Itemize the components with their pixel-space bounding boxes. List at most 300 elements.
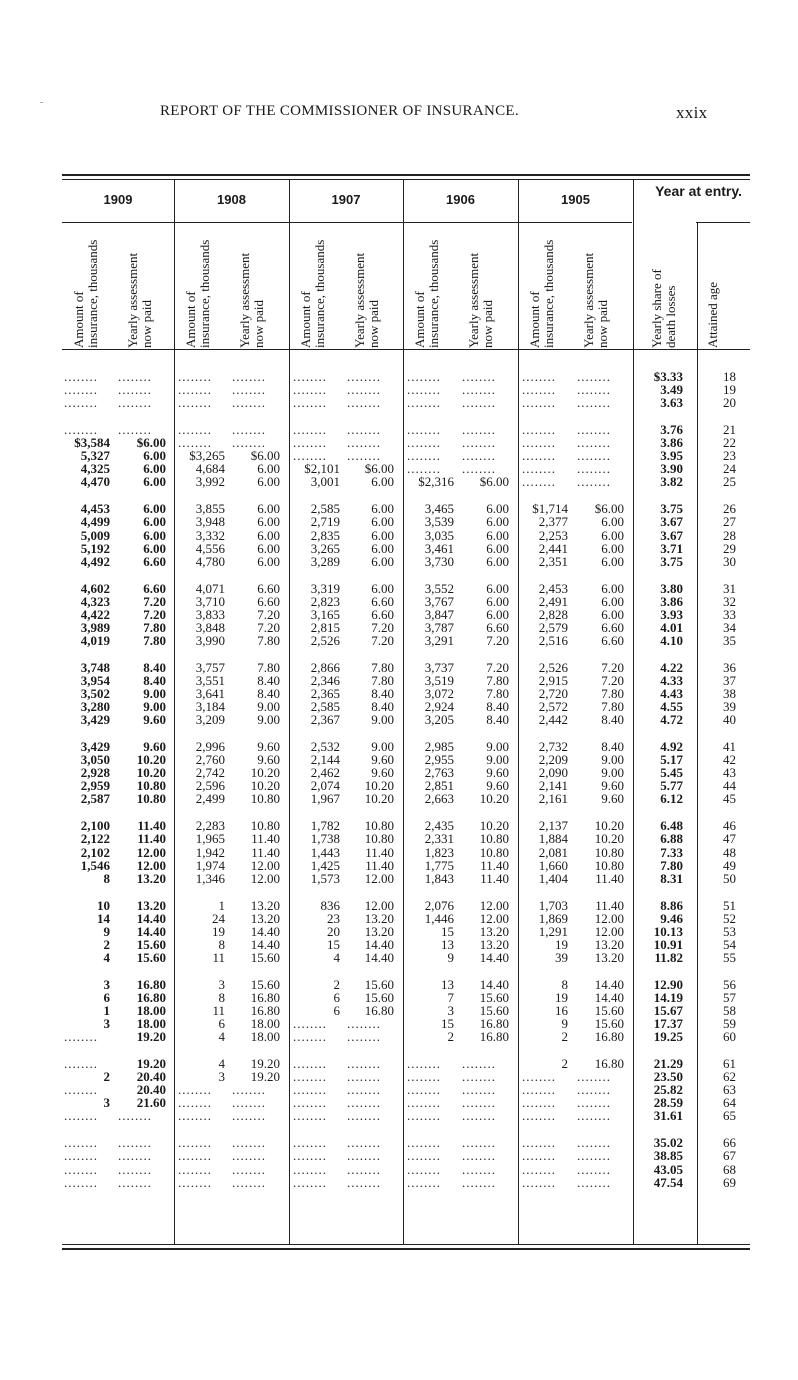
age-cell: 66 <box>723 1135 736 1151</box>
amount-cell: 1,775 <box>424 857 454 873</box>
assessment-cell: 10.80 <box>250 791 280 807</box>
assessment-cell: 13.20 <box>594 936 624 952</box>
assessment-cell: 12.00 <box>479 897 509 913</box>
amount-cell: 3,847 <box>424 606 454 622</box>
year-1908: 1908 <box>217 192 246 207</box>
assessment-cell: 10.80 <box>364 831 394 847</box>
leader-dots: ........ <box>407 395 441 411</box>
share-cell: 4.92 <box>660 739 683 755</box>
assessment-cell: 19.20 <box>250 1056 280 1072</box>
assessment-cell: 9.00 <box>371 712 394 728</box>
amount-cell: 2,663 <box>424 791 454 807</box>
leader-dots: ........ <box>64 369 98 384</box>
assessment-cell: 10.80 <box>479 831 509 847</box>
assessment-cell: 7.20 <box>257 606 280 622</box>
leader-dots: ........ <box>293 435 327 451</box>
leader-dots: ........ <box>462 1161 496 1177</box>
assessment-cell: 11.40 <box>137 831 166 847</box>
leader-dots: ........ <box>178 1174 212 1190</box>
amount-cell: 5,327 <box>80 448 110 464</box>
amount-cell: 11 <box>212 949 225 965</box>
amount-cell: 1,573 <box>310 870 340 886</box>
assessment-cell: 8.40 <box>371 686 394 701</box>
amount-cell: 2,346 <box>310 672 340 688</box>
assessment-cell: 6.00 <box>601 514 624 530</box>
leader-dots: ........ <box>462 435 496 451</box>
assessment-cell: 6.60 <box>257 580 280 596</box>
assessment-cell: 12.00 <box>136 857 166 873</box>
age-cell: 49 <box>723 857 736 873</box>
assessment-cell: 7.80 <box>257 632 280 648</box>
leader-dots: ........ <box>347 1148 381 1164</box>
leader-dots: ........ <box>293 1082 327 1098</box>
leader-dots: ........ <box>118 395 152 411</box>
leader-dots: ........ <box>462 1069 496 1085</box>
amount-cell: 1,942 <box>195 844 225 860</box>
assessment-cell: 8.40 <box>601 712 624 728</box>
leader-dots: ........ <box>522 1082 556 1098</box>
assessment-cell: 6.00 <box>143 540 166 556</box>
amount-cell: 3,855 <box>195 501 225 517</box>
amount-cell: 3,748 <box>80 659 110 675</box>
amount-cell: 15 <box>441 1016 454 1032</box>
leader-dots: ........ <box>293 1135 327 1151</box>
share-cell: 3.67 <box>660 514 683 530</box>
assessment-cell: 6.00 <box>371 580 394 596</box>
age-cell: 38 <box>723 686 736 701</box>
leader-dots: ........ <box>64 1108 98 1124</box>
assessment-cell: 10.20 <box>479 818 509 834</box>
amount-cell: 19 <box>555 989 568 1005</box>
leader-dots: ........ <box>522 422 556 438</box>
assessment-cell: 12.00 <box>250 870 280 886</box>
assessment-cell: 15.60 <box>364 976 394 992</box>
assessment-cell: 14.40 <box>594 989 624 1005</box>
amount-cell: 2,283 <box>195 818 225 834</box>
assessment-cell: 10.80 <box>594 844 624 860</box>
amount-cell: 2,585 <box>310 699 340 715</box>
amount-cell: 1,869 <box>538 910 568 926</box>
leader-dots: ........ <box>178 1161 212 1177</box>
assessment-cell: 11.40 <box>365 857 394 873</box>
leader-dots: ........ <box>64 1029 98 1045</box>
leader-dots: ........ <box>347 1016 381 1032</box>
age-cell: 31 <box>723 580 736 596</box>
amount-cell: 2,365 <box>310 686 340 701</box>
leader-dots: ........ <box>178 1148 212 1164</box>
assessment-cell: 7.80 <box>486 686 509 701</box>
assessment-cell: 6.00 <box>143 501 166 517</box>
share-cell: 4.72 <box>660 712 683 728</box>
amount-cell: 2,828 <box>538 606 568 622</box>
amount-cell: 4,780 <box>195 553 225 569</box>
assessment-header-text: Yearly assessment now paid <box>581 252 610 348</box>
leader-dots: ........ <box>407 448 441 464</box>
leader-dots: ........ <box>577 474 611 490</box>
leader-dots: ........ <box>293 1016 327 1032</box>
amount-cell: 4,325 <box>80 461 110 477</box>
age-cell: 63 <box>723 1082 736 1098</box>
assessment-cell: 16.80 <box>479 1016 509 1032</box>
amount-cell: 39 <box>555 949 568 965</box>
assessment-cell: 9.60 <box>601 791 624 807</box>
age-cell: 23 <box>723 448 736 464</box>
leader-dots: ........ <box>462 1174 496 1190</box>
share-cell: 6.88 <box>660 831 683 847</box>
assessment-cell: 10.80 <box>136 778 166 794</box>
assessment-cell: $6.00 <box>594 501 624 517</box>
year-1909: 1909 <box>103 192 133 207</box>
page-title: REPORT OF THE COMMISSIONER OF INSURANCE. <box>160 103 519 119</box>
amount-cell: 3,209 <box>195 712 225 728</box>
amount-cell: 3 <box>447 1003 454 1018</box>
leader-dots: ........ <box>577 1161 611 1177</box>
amount-cell: 2,719 <box>310 514 340 530</box>
assessment-cell: 7.20 <box>601 672 624 688</box>
assessment-cell: 12.00 <box>136 844 166 860</box>
amount-cell: 3,757 <box>195 659 225 675</box>
amount-cell: 2,453 <box>538 580 568 596</box>
bottom-rule-thin <box>62 1244 750 1245</box>
assessment-cell: 7.80 <box>601 686 624 701</box>
amount-cell: 2,587 <box>80 791 110 807</box>
age-header-text: Attained age <box>705 281 720 348</box>
assessment-cell: 6.00 <box>486 606 509 622</box>
assessment-cell: 16.80 <box>594 1056 624 1072</box>
leader-dots: ........ <box>522 1135 556 1151</box>
amount-header-text: Amount of insurance, thousands <box>527 239 556 348</box>
amount-cell: 1,974 <box>195 857 225 873</box>
share-cell: 4.43 <box>660 686 683 701</box>
amount-cell: 2,367 <box>310 712 340 728</box>
assessment-cell: 10.20 <box>364 791 394 807</box>
amount-cell: 10 <box>97 897 110 913</box>
assessment-cell: 14.40 <box>250 936 280 952</box>
amount-cell: 20 <box>327 923 340 939</box>
year-at-entry-header: Year at entry. <box>655 183 742 199</box>
assessment-cell: 11.40 <box>595 870 624 886</box>
amount-cell: 3,989 <box>80 619 110 635</box>
assessment-cell: 15.60 <box>136 936 166 952</box>
leader-dots: ........ <box>522 1161 556 1177</box>
leader-dots: ........ <box>577 448 611 464</box>
age-cell: 69 <box>723 1174 736 1190</box>
share-cell: 9.46 <box>660 910 683 926</box>
age-cell: 57 <box>723 989 736 1005</box>
age-cell: 56 <box>723 976 736 992</box>
assessment-cell: 10.80 <box>479 844 509 860</box>
amount-cell: 2,081 <box>538 844 568 860</box>
share-cell: 3.76 <box>660 422 683 438</box>
leader-dots: ........ <box>577 1135 611 1151</box>
amount-cell: 2 <box>561 1029 568 1045</box>
leader-dots: ........ <box>577 1082 611 1098</box>
leader-dots: ........ <box>522 1108 556 1124</box>
share-cell: 31.61 <box>653 1108 683 1124</box>
top-rule-thin <box>62 179 750 180</box>
age-cell: 59 <box>723 1016 736 1032</box>
age-cell: 52 <box>723 910 736 926</box>
amount-cell: 5,009 <box>80 527 110 543</box>
amount-cell: 6 <box>103 989 110 1005</box>
share-cell: 3.82 <box>660 474 683 490</box>
leader-dots: ........ <box>407 1148 441 1164</box>
leader-dots: ........ <box>347 448 381 464</box>
assessment-cell: 19.20 <box>136 1056 166 1072</box>
amount-cell: $2,101 <box>304 461 340 477</box>
assessment-cell: 19.20 <box>136 1029 166 1045</box>
leader-dots: ........ <box>178 369 212 384</box>
amount-cell: 4,602 <box>80 580 110 596</box>
assessment-cell: 6.00 <box>486 514 509 530</box>
amount-cell: 16 <box>555 1003 568 1018</box>
assessment-cell: 7.20 <box>143 606 166 622</box>
age-cell: 20 <box>723 395 736 411</box>
assessment-cell: 12.00 <box>364 870 394 886</box>
amount-cell: 4 <box>218 1056 225 1072</box>
assessment-cell: 6.00 <box>601 540 624 556</box>
amount-cell: 6 <box>333 989 340 1005</box>
leader-dots: ........ <box>347 422 381 438</box>
leader-dots: ........ <box>577 369 611 384</box>
amount-cell: 2,959 <box>80 778 110 794</box>
assessment-cell: 12.00 <box>250 857 280 873</box>
assessment-cell: 13.20 <box>250 897 280 913</box>
amount-cell: 2,996 <box>195 739 225 755</box>
age-cell: 47 <box>723 831 736 847</box>
assessment-cell: 14.40 <box>479 976 509 992</box>
assessment-cell: 12.00 <box>594 923 624 939</box>
leader-dots: ........ <box>232 1161 266 1177</box>
assessment-cell: 7.80 <box>143 619 166 635</box>
assessment-cell: 8.40 <box>257 672 280 688</box>
amount-cell: 24 <box>212 910 225 926</box>
assessment-cell: 6.00 <box>257 474 280 490</box>
assessment-cell: 8.40 <box>486 712 509 728</box>
assessment-cell: 9.60 <box>143 712 166 728</box>
year-1906: 1906 <box>446 192 475 207</box>
amount-cell: 2,144 <box>310 752 340 768</box>
amount-cell: 3,289 <box>310 553 340 569</box>
age-cell: 27 <box>723 514 736 530</box>
assessment-cell: 8.40 <box>371 699 394 715</box>
share-cell: 3.63 <box>660 395 683 411</box>
amount-cell: 8 <box>561 976 568 992</box>
leader-dots: ........ <box>407 1082 441 1098</box>
assessment-cell: 13.20 <box>594 949 624 965</box>
assessment-cell: 10.20 <box>136 765 166 781</box>
assessment-cell: 7.80 <box>601 699 624 715</box>
assessment-cell: 6.00 <box>371 501 394 517</box>
leader-dots: ........ <box>64 1174 98 1190</box>
leader-dots: ........ <box>347 1174 381 1190</box>
leader-dots: ........ <box>64 1082 98 1098</box>
amount-cell: 3,291 <box>424 632 454 648</box>
assessment-cell: 6.00 <box>601 553 624 569</box>
amount-cell: 2,815 <box>310 619 340 635</box>
amount-cell: $3,265 <box>189 448 225 464</box>
leader-dots: ........ <box>178 1108 212 1124</box>
amount-cell: 3,205 <box>424 712 454 728</box>
amount-cell: 2,823 <box>310 593 340 609</box>
amount-cell: 4,470 <box>80 474 110 490</box>
share-cell: 28.59 <box>653 1095 683 1111</box>
amount-cell: 2,351 <box>538 553 568 569</box>
leader-dots: ........ <box>64 422 98 438</box>
amount-cell: 4,684 <box>195 461 225 477</box>
assessment-cell: 16.80 <box>136 989 166 1005</box>
assessment-cell: 7.20 <box>486 659 509 675</box>
leader-dots: ........ <box>407 1056 441 1072</box>
assessment-cell: 18.00 <box>136 1016 166 1032</box>
amount-cell: 3,767 <box>424 593 454 609</box>
leader-dots: ........ <box>347 369 381 384</box>
leader-dots: ........ <box>522 1069 556 1085</box>
assessment-cell: 16.80 <box>250 989 280 1005</box>
leader-dots: ........ <box>64 1056 98 1072</box>
leader-dots: ........ <box>178 382 212 398</box>
assessment-cell: 6.00 <box>371 540 394 556</box>
amount-cell: 4,071 <box>195 580 225 596</box>
assessment-cell: 8.40 <box>257 686 280 701</box>
amount-cell: 1,738 <box>310 831 340 847</box>
share-cell: 3.67 <box>660 527 683 543</box>
assessment-cell: 6.00 <box>601 527 624 543</box>
age-cell: 34 <box>723 619 736 635</box>
leader-dots: ........ <box>232 1108 266 1124</box>
assessment-cell: 9.60 <box>486 778 509 794</box>
age-cell: 45 <box>723 791 736 807</box>
leader-dots: ........ <box>407 1069 441 1085</box>
leader-dots: ........ <box>178 1135 212 1151</box>
assessment-cell: 15.60 <box>479 1003 509 1018</box>
share-cell: 3.49 <box>660 382 683 398</box>
assessment-cell: 9.00 <box>257 699 280 715</box>
amount-cell: 13 <box>441 976 454 992</box>
assessment-cell: 6.00 <box>371 527 394 543</box>
assessment-cell: 14.40 <box>136 910 166 926</box>
leader-dots: ........ <box>293 369 327 384</box>
leader-dots: ........ <box>347 1029 381 1045</box>
leader-dots: ........ <box>522 1148 556 1164</box>
assessment-cell: 15.60 <box>479 989 509 1005</box>
age-cell: 29 <box>723 540 736 556</box>
amount-cell: $2,316 <box>418 474 454 490</box>
leader-dots: ........ <box>577 395 611 411</box>
leader-dots: ........ <box>462 461 496 477</box>
assessment-cell: 12.00 <box>594 910 624 926</box>
leader-dots: ........ <box>577 1108 611 1124</box>
share-cell: 47.54 <box>653 1174 683 1190</box>
assessment-cell: 7.80 <box>143 632 166 648</box>
leader-dots: ........ <box>347 1161 381 1177</box>
amount-cell: 1,404 <box>538 870 568 886</box>
amount-cell: 9 <box>561 1016 568 1032</box>
leader-dots: ........ <box>407 1161 441 1177</box>
amount-cell: 1,546 <box>80 857 110 873</box>
leader-dots: ........ <box>293 1069 327 1085</box>
leader-dots: ........ <box>407 1095 441 1111</box>
age-cell: 24 <box>723 461 736 477</box>
amount-cell: 2 <box>561 1056 568 1072</box>
assessment-cell: 20.40 <box>136 1069 166 1085</box>
amount-cell: 3,502 <box>80 686 110 701</box>
leader-dots: ........ <box>407 435 441 451</box>
leader-dots: ........ <box>118 1148 152 1164</box>
age-cell: 64 <box>723 1095 736 1111</box>
leader-dots: ........ <box>118 1135 152 1151</box>
amount-cell: 4,422 <box>80 606 110 622</box>
age-cell: 62 <box>723 1069 736 1085</box>
amount-cell: 2,526 <box>538 659 568 675</box>
amount-cell: 3,730 <box>424 553 454 569</box>
share-header-text: Yearly share of death losses <box>649 269 678 348</box>
assessment-cell: $6.00 <box>479 474 509 490</box>
age-cell: 30 <box>723 553 736 569</box>
amount-cell: 2,435 <box>424 818 454 834</box>
leader-dots: ........ <box>118 369 152 384</box>
share-cell: 12.90 <box>653 976 683 992</box>
leader-dots: ........ <box>232 1095 266 1111</box>
assessment-cell: 8.40 <box>143 672 166 688</box>
assessment-cell: 6.00 <box>486 553 509 569</box>
age-cell: 28 <box>723 527 736 543</box>
amount-cell: 23 <box>327 910 340 926</box>
age-cell: 46 <box>723 818 736 834</box>
assessment-cell: 7.20 <box>371 619 394 635</box>
amount-cell: 15 <box>327 936 340 952</box>
amount-cell: 2,579 <box>538 619 568 635</box>
amount-cell: 3,429 <box>80 739 110 755</box>
assessment-cell: 12.00 <box>479 910 509 926</box>
share-cell: 3.86 <box>660 435 683 451</box>
assessment-cell: 8.40 <box>143 659 166 675</box>
leader-dots: ........ <box>293 1029 327 1045</box>
amount-header-text: Amount of insurance, thousands <box>183 239 212 348</box>
assessment-cell: 20.40 <box>136 1082 166 1098</box>
year-1907: 1907 <box>331 192 361 207</box>
assessment-cell: 16.80 <box>594 1029 624 1045</box>
share-cell: 11.82 <box>654 949 683 965</box>
leader-dots: ........ <box>407 369 441 384</box>
age-cell: 41 <box>723 739 736 755</box>
age-cell: 42 <box>723 752 736 768</box>
leader-dots: ........ <box>232 382 266 398</box>
amount-cell: 3 <box>103 1095 110 1111</box>
assessment-cell: 13.20 <box>364 923 394 939</box>
assessment-cell: 10.20 <box>250 778 280 794</box>
amount-cell: 2,161 <box>538 791 568 807</box>
amount-cell: 2,760 <box>195 752 225 768</box>
assessment-cell: 10.20 <box>594 831 624 847</box>
leader-dots: ........ <box>462 422 496 438</box>
amount-cell: 4,492 <box>80 553 110 569</box>
assessment-cell: 18.00 <box>250 1029 280 1045</box>
assessment-cell: 10.80 <box>136 791 166 807</box>
assessment-cell: 7.80 <box>486 672 509 688</box>
leader-dots: ........ <box>407 422 441 438</box>
amount-cell: 3,429 <box>80 712 110 728</box>
assessment-cell: 16.80 <box>136 976 166 992</box>
amount-cell: 3,035 <box>424 527 454 543</box>
leader-dots: ........ <box>522 474 556 490</box>
leader-dots: ........ <box>178 1095 212 1111</box>
share-cell: 17.37 <box>653 1016 683 1032</box>
amount-cell: 3,319 <box>310 580 340 596</box>
amount-cell: 1,660 <box>538 857 568 873</box>
assessment-cell: 9.00 <box>143 686 166 701</box>
amount-cell: 3,050 <box>80 752 110 768</box>
